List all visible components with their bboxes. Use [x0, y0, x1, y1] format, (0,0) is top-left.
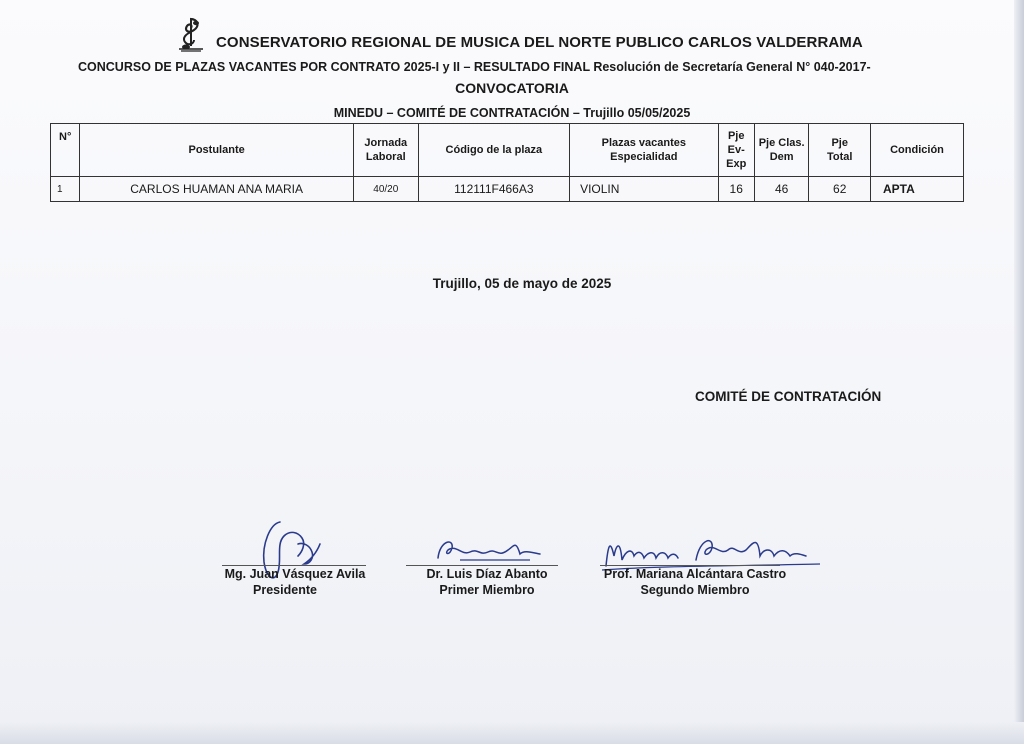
table-header-row	[51, 124, 964, 177]
signer-role-3: Segundo Miembro	[640, 583, 750, 597]
results-table	[50, 123, 964, 202]
cell-codigo: 112111F466A3	[418, 177, 569, 202]
signer-name-1: Mg. Juan Vásquez Avila	[224, 567, 366, 581]
cell-pje-clas-dem: 46	[754, 177, 809, 202]
header-pje-clas-line-1: Pje Clas.	[758, 137, 805, 149]
header-plazas-line-2: Especialidad	[610, 151, 678, 163]
header-plazas-line-1: Plazas vacantes	[601, 137, 686, 149]
contest-title: CONCURSO DE PLAZAS VACANTES POR CONTRATO 2025-I y II – RESULTADO FINAL Resolución de Secretaría General N° 040-2017-	[78, 60, 871, 74]
header-pje-clas-line-2: Dem	[769, 151, 794, 163]
header-pje-ev-line-2: Ev-	[727, 144, 745, 156]
date-line: Trujillo, 05 de mayo de 2025	[432, 276, 612, 291]
cell-condicion: APTA	[871, 177, 964, 202]
header-pje-total-line-2: Total	[826, 151, 853, 163]
music-note-logo-icon	[176, 16, 206, 52]
cell-pje-total: 62	[809, 177, 871, 202]
signature-block-1	[200, 566, 390, 598]
header-pje-ev-line-3: Exp	[726, 158, 747, 170]
header-jornada-line-2: Laboral	[365, 151, 406, 163]
cell-num: 1	[51, 177, 80, 202]
header-codigo: Código de la plaza	[418, 124, 569, 177]
signer-name-3: Prof. Mariana Alcántara Castro	[603, 567, 787, 581]
table-row	[51, 177, 964, 202]
institution-title: CONSERVATORIO REGIONAL DE MUSICA DEL NORTE PUBLICO CARLOS VALDERRAMA	[216, 34, 863, 51]
signer-role-2: Primer Miembro	[439, 583, 535, 597]
committee-title: COMITÉ DE CONTRATACIÓN	[695, 389, 882, 404]
header-plazas	[570, 124, 718, 177]
committee-header-line: MINEDU – COMITÉ DE CONTRATACIÓN – Trujillo 05/05/2025	[333, 106, 691, 120]
header-pje-total-line-1: Pje	[831, 137, 848, 149]
cell-especialidad: VIOLIN	[570, 177, 718, 202]
call-title: CONVOCATORIA	[455, 80, 569, 96]
header-condicion: Condición	[871, 124, 964, 177]
header-jornada	[353, 124, 418, 177]
header-jornada-line-1: Jornada	[364, 137, 408, 149]
signer-name-2: Dr. Luis Díaz Abanto	[426, 567, 548, 581]
cell-postulante: CARLOS HUAMAN ANA MARIA	[80, 177, 354, 202]
cell-pje-ev-exp: 16	[718, 177, 754, 202]
header-pje-ev-exp	[718, 124, 754, 177]
header-pje-total	[809, 124, 871, 177]
signature-block-2	[392, 566, 582, 598]
page-bottom-shadow	[0, 722, 1024, 744]
signature-block-3	[590, 566, 800, 598]
header-pje-clas-dem	[754, 124, 809, 177]
header-num: N°	[51, 124, 80, 177]
header-pje-ev-line-1: Pje	[727, 130, 745, 142]
cell-jornada: 40/20	[353, 177, 418, 202]
signer-role-1: Presidente	[253, 583, 317, 597]
signature-scribble-2	[430, 530, 550, 570]
header-postulante: Postulante	[80, 124, 354, 177]
